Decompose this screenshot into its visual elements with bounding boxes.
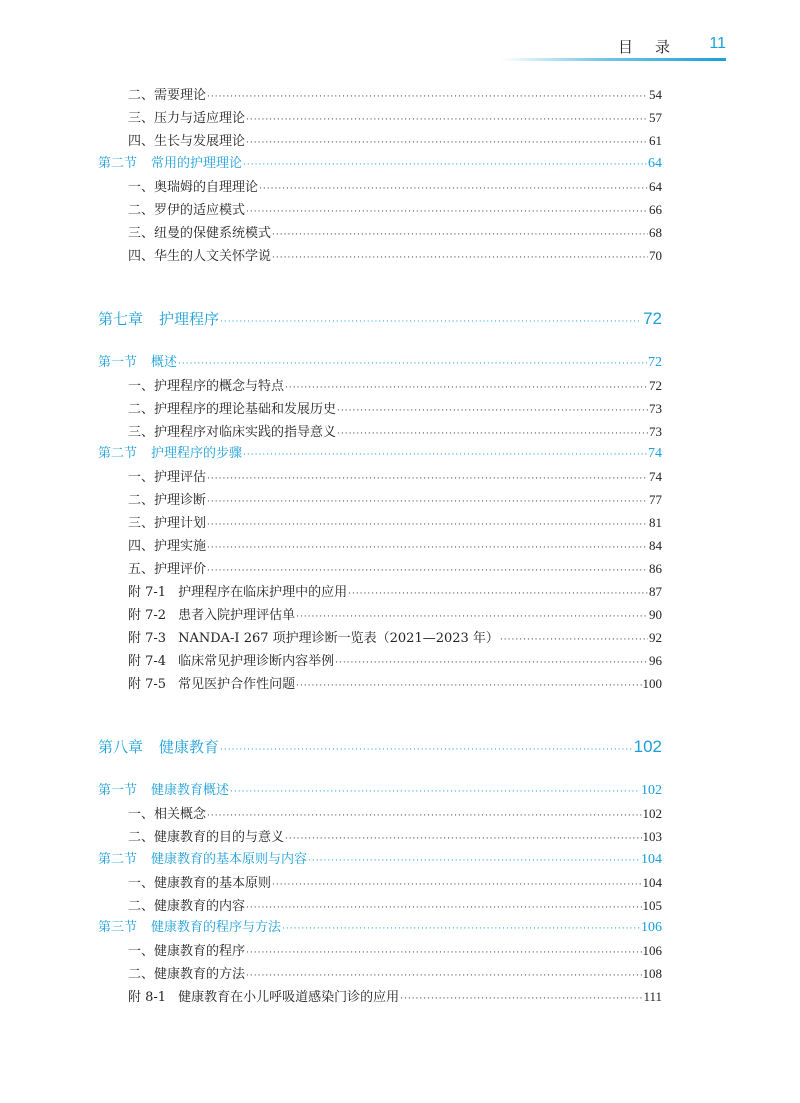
toc-page-number: 54 [649, 87, 662, 102]
dot-leader [308, 851, 640, 871]
toc-item-row [128, 559, 662, 579]
toc-entry-number: 附 7-5 [128, 677, 167, 692]
dot-leader [285, 378, 648, 398]
dot-leader [207, 538, 648, 558]
toc-item-row [128, 941, 662, 961]
toc-entry-heading [98, 781, 229, 801]
toc-item-row [128, 873, 662, 893]
toc-entry-label: 四、生长与发展理论 [128, 134, 246, 149]
toc-item-row [128, 964, 662, 984]
toc-section-row [98, 444, 662, 464]
toc-page-number: 72 [643, 309, 662, 328]
toc-entry-number: 第一节 [98, 783, 138, 798]
toc-entry-heading [98, 850, 307, 870]
toc-page-number: 61 [649, 133, 662, 148]
toc-section-row [98, 850, 662, 870]
toc-entry-title: 护理程序在临床护理中的应用 [178, 585, 348, 600]
toc-entry-title: 护理程序 [159, 310, 220, 328]
toc-entry-number: 附 7-1 [128, 585, 167, 600]
toc-appendix-row [128, 674, 662, 694]
toc-item-row [128, 399, 662, 419]
dot-leader [246, 898, 641, 918]
toc-section-row [98, 154, 662, 174]
toc-item-row [128, 513, 662, 533]
toc-page-number: 86 [649, 561, 662, 576]
toc-entry-number: 附 7-2 [128, 608, 167, 623]
toc-entry-label: 二、护理程序的理论基础和发展历史 [128, 402, 337, 417]
toc-page-number: 64 [648, 156, 662, 171]
toc-page-number: 66 [649, 202, 662, 217]
toc-entry-title: 健康教育在小儿呼吸道感染门诊的应用 [178, 990, 400, 1005]
toc-page-number: 92 [649, 630, 662, 645]
toc-entry-label: 二、需要理论 [128, 88, 207, 103]
dot-leader [207, 87, 648, 107]
dot-leader [296, 676, 641, 696]
dot-leader [272, 248, 648, 268]
toc-appendix-row [128, 628, 662, 648]
toc-page-number: 72 [648, 355, 662, 370]
toc-entry-label: 二、健康教育的内容 [128, 899, 246, 914]
toc-item-row [128, 422, 662, 442]
toc-entry-label: 三、压力与适应理论 [128, 111, 246, 126]
dot-leader [246, 202, 648, 222]
toc-page-number: 73 [649, 424, 662, 439]
toc-entry-number: 第三节 [98, 920, 138, 935]
toc-entry-number: 附 7-3 [128, 631, 167, 646]
dot-leader [220, 738, 633, 762]
toc-entry-number: 第一节 [98, 355, 138, 370]
toc-entry-title: 护理程序的步骤 [151, 446, 243, 461]
toc-page-number: 84 [649, 538, 662, 553]
header-rule [500, 58, 726, 61]
toc-page-number: 108 [642, 966, 662, 981]
toc-entry-number: 第八章 [98, 738, 144, 756]
toc-item-row [128, 376, 662, 396]
toc-entry-heading [128, 675, 295, 695]
toc-entry-title: 患者入院护理评估单 [178, 608, 296, 623]
toc-item-row [128, 536, 662, 556]
toc-entry-title: 常见医护合作性问题 [178, 677, 296, 692]
dot-leader [246, 110, 648, 130]
toc-appendix-row [128, 582, 662, 602]
toc-entry-title: 常用的护理理论 [151, 156, 243, 171]
toc-item-row [128, 223, 662, 243]
dot-leader [337, 401, 648, 421]
toc-entry-label: 四、华生的人文关怀学说 [128, 249, 272, 264]
toc-page-number: 68 [649, 225, 662, 240]
toc-entry-heading [128, 583, 347, 603]
toc-entry-label: 一、健康教育的程序 [128, 944, 246, 959]
toc-page-number: 105 [642, 898, 662, 913]
dot-leader [335, 653, 648, 673]
dot-leader [243, 445, 647, 465]
header-title-char-2: 录 [654, 38, 670, 56]
dot-leader [272, 225, 648, 245]
toc-entry-label: 五、护理评价 [128, 562, 207, 577]
toc-entry-title: 健康教育的程序与方法 [151, 920, 282, 935]
toc-item-row [128, 467, 662, 487]
dot-leader [207, 469, 648, 489]
toc-page-number: 72 [649, 378, 662, 393]
toc-entry-title: NANDA-I 267 项护理诊断一览表（2021—2023 年） [178, 631, 499, 646]
dot-leader [246, 133, 648, 153]
toc-page-number: 104 [641, 852, 662, 867]
toc-page-number: 70 [649, 248, 662, 263]
toc-appendix-row [128, 987, 662, 1007]
toc-page-number: 100 [642, 676, 662, 691]
dot-leader [246, 943, 641, 963]
toc-item-row [128, 246, 662, 266]
toc-entry-label: 三、纽曼的保健系统模式 [128, 226, 272, 241]
toc-entry-heading [128, 988, 399, 1008]
dot-leader [246, 966, 641, 986]
toc-item-row [128, 804, 662, 824]
toc-entry-label: 一、护理程序的概念与特点 [128, 379, 285, 394]
toc-entry-title: 概述 [151, 355, 178, 370]
dot-leader [220, 310, 642, 334]
toc-entry-label: 四、护理实施 [128, 539, 207, 554]
toc-page-number: 103 [642, 829, 662, 844]
toc-entry-label: 二、健康教育的方法 [128, 967, 246, 982]
toc-page-number: 102 [642, 806, 662, 821]
dot-leader [285, 829, 641, 849]
toc-page-number: 57 [649, 110, 662, 125]
toc-entry-label: 三、护理程序对临床实践的指导意义 [128, 425, 337, 440]
toc-page-number: 77 [649, 492, 662, 507]
dot-leader [348, 584, 648, 604]
toc-page-number: 111 [643, 989, 662, 1004]
toc-page-number: 106 [642, 943, 662, 958]
toc-entry-number: 附 8-1 [128, 990, 167, 1005]
toc-entry-title: 健康教育 [159, 738, 220, 756]
dot-leader [400, 989, 642, 1009]
toc-entry-label: 二、罗伊的适应模式 [128, 203, 246, 218]
toc-item-row [128, 177, 662, 197]
toc-page-number: 102 [641, 783, 662, 798]
dot-leader [296, 607, 648, 627]
toc-item-row [128, 827, 662, 847]
toc-appendix-row [128, 651, 662, 671]
dot-leader [272, 875, 641, 895]
dot-leader [178, 354, 647, 374]
toc-entry-number: 第七章 [98, 310, 144, 328]
toc-item-row [128, 131, 662, 151]
toc-section-row [98, 781, 662, 801]
dot-leader [500, 630, 648, 650]
dot-leader [207, 515, 648, 535]
toc-entry-label: 一、奥瑞姆的自理理论 [128, 180, 259, 195]
toc-entry-heading [98, 444, 242, 464]
toc-item-row [128, 896, 662, 916]
toc-entry-heading [98, 307, 219, 331]
toc-page-number: 73 [649, 401, 662, 416]
toc-entry-number: 附 7-4 [128, 654, 167, 669]
toc-page-number: 90 [649, 607, 662, 622]
toc-entry-title: 健康教育概述 [151, 783, 230, 798]
header-title-char-1: 目 [617, 38, 633, 56]
toc-page-number: 104 [642, 875, 662, 890]
toc-item-row [128, 490, 662, 510]
dot-leader [337, 424, 648, 444]
page-header [500, 36, 726, 62]
toc-entry-heading [98, 353, 177, 373]
toc-chapter-row [98, 735, 662, 759]
dot-leader [207, 806, 641, 826]
dot-leader [207, 561, 648, 581]
dot-leader [259, 179, 648, 199]
toc-item-row [128, 108, 662, 128]
toc-entry-label: 二、健康教育的目的与意义 [128, 830, 285, 845]
toc-appendix-row [128, 605, 662, 625]
toc-section-row [98, 918, 662, 938]
toc-page-number: 106 [641, 920, 662, 935]
toc-entry-title: 临床常见护理诊断内容举例 [178, 654, 335, 669]
toc-entry-label: 一、护理评估 [128, 470, 207, 485]
toc-page-number: 74 [649, 469, 662, 484]
toc-entry-heading [98, 918, 281, 938]
toc-entry-heading [128, 652, 334, 672]
header-page-number: 11 [709, 35, 726, 52]
toc-section-row [98, 353, 662, 373]
header-title [618, 36, 670, 57]
toc-entry-label: 一、相关概念 [128, 807, 207, 822]
toc-page-number: 87 [649, 584, 662, 599]
dot-leader [243, 155, 647, 175]
toc-chapter-row [98, 307, 662, 331]
toc-entry-number: 第二节 [98, 446, 138, 461]
toc-page-number: 74 [648, 446, 662, 461]
toc-entry-number: 第二节 [98, 852, 138, 867]
toc-entry-label: 一、健康教育的基本原则 [128, 876, 272, 891]
dot-leader [207, 492, 648, 512]
toc-entry-heading [98, 154, 242, 174]
dot-leader [282, 919, 640, 939]
toc-entry-label: 三、护理计划 [128, 516, 207, 531]
toc-entry-heading [128, 629, 499, 649]
toc-page-number: 81 [649, 515, 662, 530]
toc-page-number: 64 [649, 179, 662, 194]
toc-item-row [128, 200, 662, 220]
toc-item-row [128, 85, 662, 105]
toc-page-number: 96 [649, 653, 662, 668]
toc-entry-title: 健康教育的基本原则与内容 [151, 852, 308, 867]
toc-entry-label: 二、护理诊断 [128, 493, 207, 508]
toc-entry-number: 第二节 [98, 156, 138, 171]
toc-entry-heading [128, 606, 295, 626]
toc-entry-heading [98, 735, 219, 759]
toc-page-number: 102 [633, 737, 662, 756]
dot-leader [230, 782, 640, 802]
